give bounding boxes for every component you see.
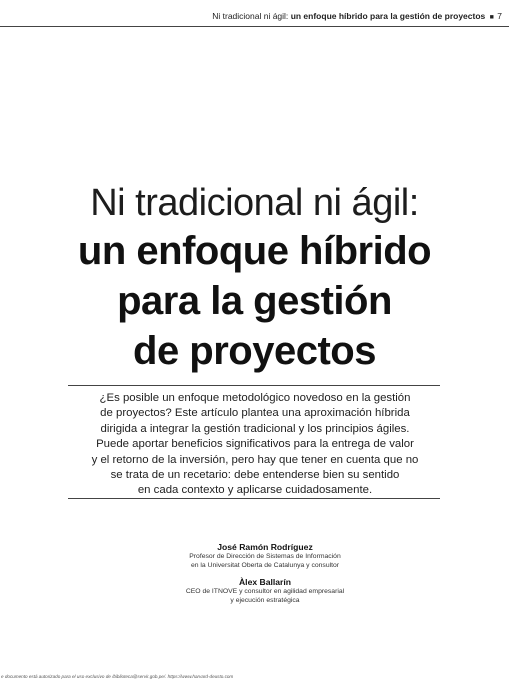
abstract-bottom-rule <box>68 498 440 499</box>
abstract-line: ¿Es posible un enfoque metodológico novedoso en la gestión <box>99 392 411 404</box>
header-divider <box>0 26 509 27</box>
running-header-series: Ni tradicional ni ágil: <box>212 11 289 21</box>
author-name: Àlex Ballarín <box>238 577 292 587</box>
running-header <box>212 11 502 21</box>
article-title-line: de proyectos <box>133 329 376 373</box>
article-title-lead: Ni tradicional ni ágil: <box>90 182 419 224</box>
article-title-line: un enfoque híbrido <box>77 229 432 273</box>
running-header-subtitle: un enfoque híbrido para la gestión de proyectos <box>290 11 486 21</box>
abstract-line: y el retorno de la inversión, pero hay que tener en cuenta que no <box>91 453 419 466</box>
abstract-line: se trata de un recetario: debe entenderse bien su sentido <box>110 469 400 482</box>
abstract-line: Puede aportar beneficios significativos para la entrega de valor <box>96 438 414 451</box>
author-affiliation-line: en la Universitat Oberta de Catalunya y consultor <box>190 562 340 570</box>
article-abstract <box>60 391 450 499</box>
article-title-line: para la gestión <box>117 279 392 323</box>
article-title-main <box>0 226 509 376</box>
license-footer-note: e documento está autorizado para el uso exclusivo de /biblioteca@servir.gob.pe/. https://www.harvard-deusto.com <box>1 674 234 679</box>
abstract-line: dirigida a integrar la gestión tradicional y los principios ágiles. <box>100 422 410 435</box>
author-name: José Ramón Rodríguez <box>217 542 313 552</box>
author-block <box>150 577 380 606</box>
square-bullet-icon: ■ <box>489 14 494 21</box>
abstract-line: de proyectos? Este artículo plantea una aproximación híbrida <box>100 407 410 420</box>
author-affiliation <box>150 587 380 606</box>
author-affiliation-line: Profesor de Dirección de Sistemas de Información <box>189 553 341 560</box>
author-affiliation-line: y ejecución estratégica <box>230 597 300 605</box>
author-block <box>150 542 380 571</box>
abstract-line: en cada contexto y aplicarse cuidadosamente. <box>137 484 373 497</box>
page-number: 7 <box>497 11 502 21</box>
author-affiliation-line: CEO de ITNOVE y consultor en agilidad empresarial <box>185 588 345 595</box>
author-affiliation <box>150 552 380 571</box>
abstract-top-rule <box>68 385 440 386</box>
